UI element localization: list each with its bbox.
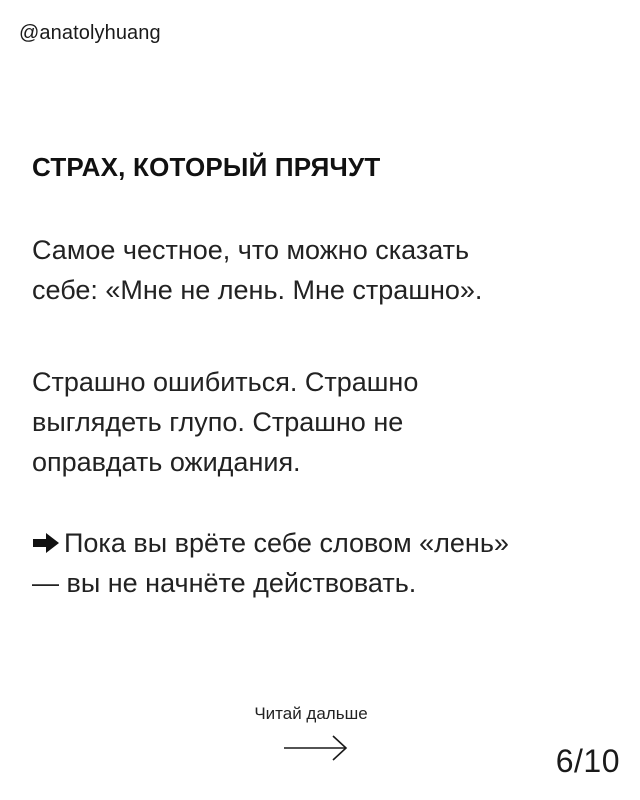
long-right-arrow-icon[interactable] (283, 734, 349, 762)
author-handle: @anatolyhuang (19, 22, 161, 44)
paragraph-2-line-3: оправдать ожидания. (32, 447, 301, 477)
paragraph-3-line-1-text: Пока вы врёте себе словом «лень» (64, 528, 509, 558)
paragraph-1 (32, 230, 612, 310)
paragraph-3-line-2: — вы не начнёте действовать. (32, 568, 417, 598)
paragraph-1-line-2: себе: «Мне не лень. Мне страшно». (32, 275, 483, 305)
paragraph-3-line-1 (32, 523, 612, 563)
paragraph-1-line-1: Самое честное, что можно сказать (32, 235, 470, 265)
paragraph-2-line-1: Страшно ошибиться. Страшно (32, 367, 419, 397)
right-arrow-icon (32, 532, 60, 554)
paragraph-2 (32, 362, 612, 482)
page-counter: 6/10 (555, 743, 620, 779)
paragraph-3 (32, 523, 612, 603)
continue-reading-label: Читай дальше (254, 704, 368, 723)
slide-title: СТРАХ, КОТОРЫЙ ПРЯЧУТ (32, 152, 381, 182)
paragraph-2-line-2: выглядеть глупо. Страшно не (32, 407, 404, 437)
